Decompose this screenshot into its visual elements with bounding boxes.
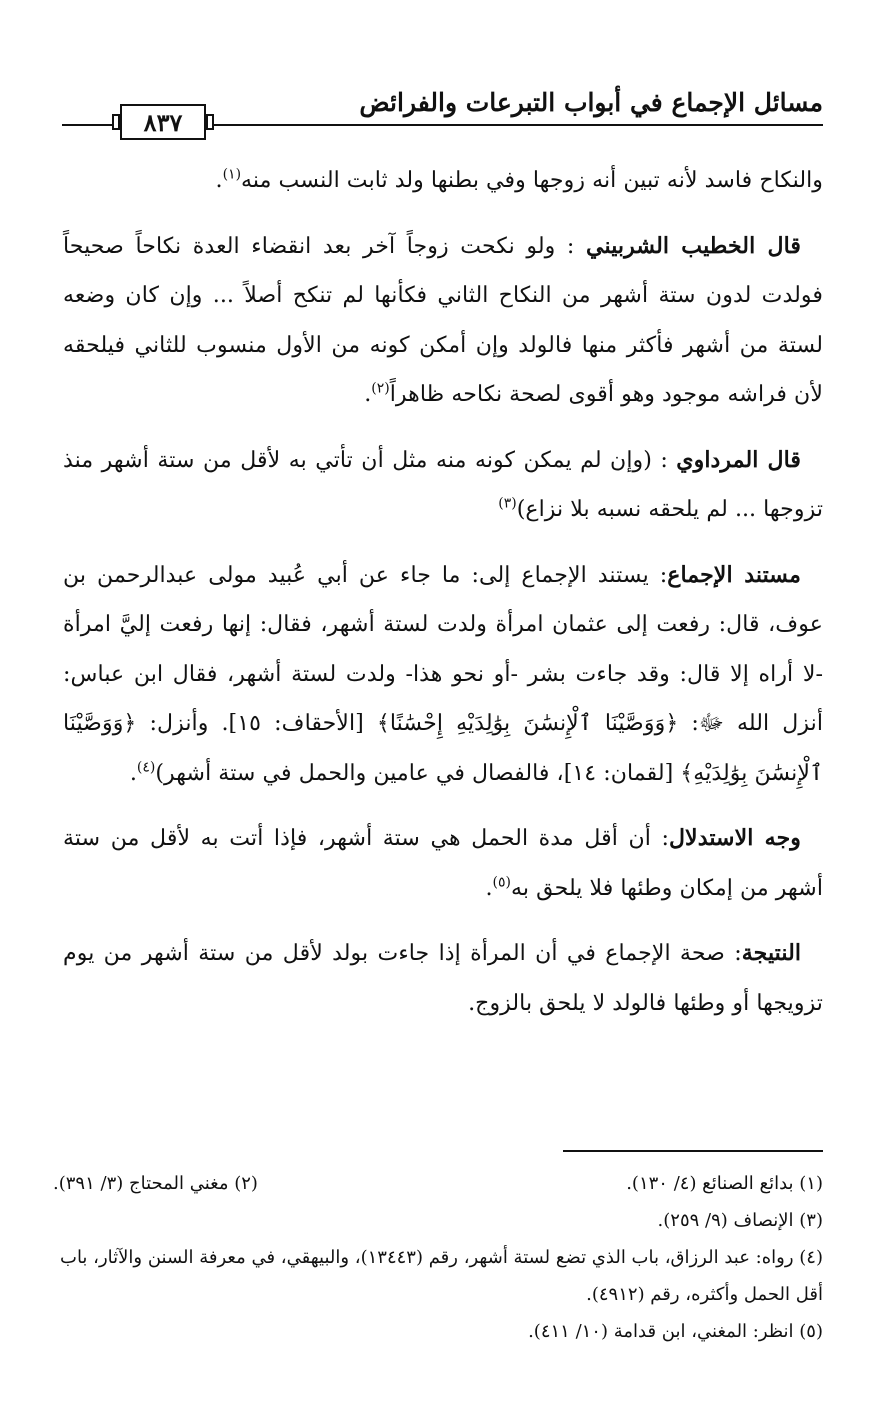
footnote-ref-2: (٢) xyxy=(371,380,390,397)
page-number-frame xyxy=(120,104,206,140)
footnote-row-1-2 xyxy=(53,1165,823,1202)
paragraph-4-text: : يستند الإجماع إلى: ما جاء عن أبي عُبيد مولى عبدالرحمن بن عوف، قال: رفعت إلى عثمان امرأة ولدت لستة أشهر، فقال: إنها رفعت إليَّ امرأة -لا أراه إلا قال: وقد جاءت بشر -أو نحو هذا- ولدت لستة أشهر، فقال ابن عباس: أنزل الله ﷻ: ﴿وَوَصَّيْنَا ٱلْإِنسَٰنَ بِوَٰلِدَيْهِ إِحْسَٰنًا﴾ [الأحقاف: ١٥]. وأنزل: ﴿وَوَصَّيْنَا ٱلْإِنسَٰنَ بِوَٰلِدَيْهِ﴾ [لقمان: ١٤]، فالفصال في عامين والحمل في ستة أشهر) xyxy=(63,561,823,786)
paragraph-2-lead: قال الخطيب الشربيني xyxy=(586,232,801,259)
footnote-separator xyxy=(563,1150,823,1152)
footnote-ref-4: (٤) xyxy=(136,759,156,776)
paragraph-4-lead: مستند الإجماع xyxy=(667,561,801,588)
main-text xyxy=(63,156,823,1044)
page-number: ٨٣٧ xyxy=(143,107,183,137)
paragraph-1-tail: . xyxy=(215,167,223,193)
paragraph-3 xyxy=(63,436,823,535)
page-header xyxy=(62,84,823,140)
paragraph-4-tail: . xyxy=(129,759,137,786)
footnote-4: (٤) رواه: عبد الرزاق، باب الذي تضع لستة أشهر، رقم (١٣٤٤٣)، والبيهقي، في معرفة السنن والآثار، باب أقل الحمل وأكثره، رقم (٤٩١٢). xyxy=(60,1247,823,1305)
footnotes xyxy=(53,1165,823,1350)
paragraph-3-lead: قال المرداوي xyxy=(676,446,801,473)
running-title: مسائل الإجماع في أبواب التبرعات والفرائض xyxy=(359,88,823,117)
paragraph-5 xyxy=(63,814,823,913)
footnote-ref-3: (٣) xyxy=(498,495,517,512)
footnote-1: (١) بدائع الصنائع (٤/ ١٣٠). xyxy=(626,1173,823,1194)
paragraph-1 xyxy=(63,156,823,206)
footnote-2: (٢) مغني المحتاج (٣/ ٣٩١). xyxy=(53,1173,258,1194)
paragraph-6 xyxy=(63,929,823,1028)
footnote-ref-1: (١) xyxy=(222,166,242,183)
paragraph-5-lead: وجه الاستدلال xyxy=(668,825,801,851)
paragraph-3-text: : (وإن لم يمكن كونه منه مثل أن تأتي به لأقل من ستة أشهر منذ تزوجها ... لم يلحقه نسبه بلا نزاع) xyxy=(63,446,823,522)
paragraph-5-text: : أن أقل مدة الحمل هي ستة أشهر، فإذا أتت به لأقل من ستة أشهر من إمكان وطئها فلا يلحق به xyxy=(63,825,823,901)
footnote-5: (٥) انظر: المغني، ابن قدامة (١٠/ ٤١١). xyxy=(528,1321,823,1342)
paragraph-1-text: والنكاح فاسد لأنه تبين أنه زوجها وفي بطنها ولد ثابت النسب منه xyxy=(241,167,823,193)
paragraph-2-text: : ولو نكحت زوجاً آخر بعد انقضاء العدة نكاحاً صحيحاً فولدت لدون ستة أشهر من النكاح الثاني فكأنها لم تنكح أصلاً ... وإن كان وضعه لستة من أشهر فأكثر منها فالولد وإن أمكن كونه من الأول منسوب للثاني فيلحقه لأن فراشه موجود وهو أقوى لصحة نكاحه ظاهراً xyxy=(63,232,823,407)
paragraph-2-tail: . xyxy=(364,381,372,407)
paragraph-4 xyxy=(63,551,823,799)
paragraph-5-tail: . xyxy=(485,874,493,901)
footnote-3: (٣) الإنصاف (٩/ ٢٥٩). xyxy=(657,1210,823,1231)
paragraph-2 xyxy=(63,222,823,420)
paragraph-6-lead: النتيجة xyxy=(741,940,801,966)
footnote-ref-5: (٥) xyxy=(492,874,511,891)
paragraph-6-text: : صحة الإجماع في أن المرأة إذا جاءت بولد لأقل من ستة أشهر من يوم تزويجها أو وطئها فالولد لا يلحق بالزوج. xyxy=(63,940,823,1016)
